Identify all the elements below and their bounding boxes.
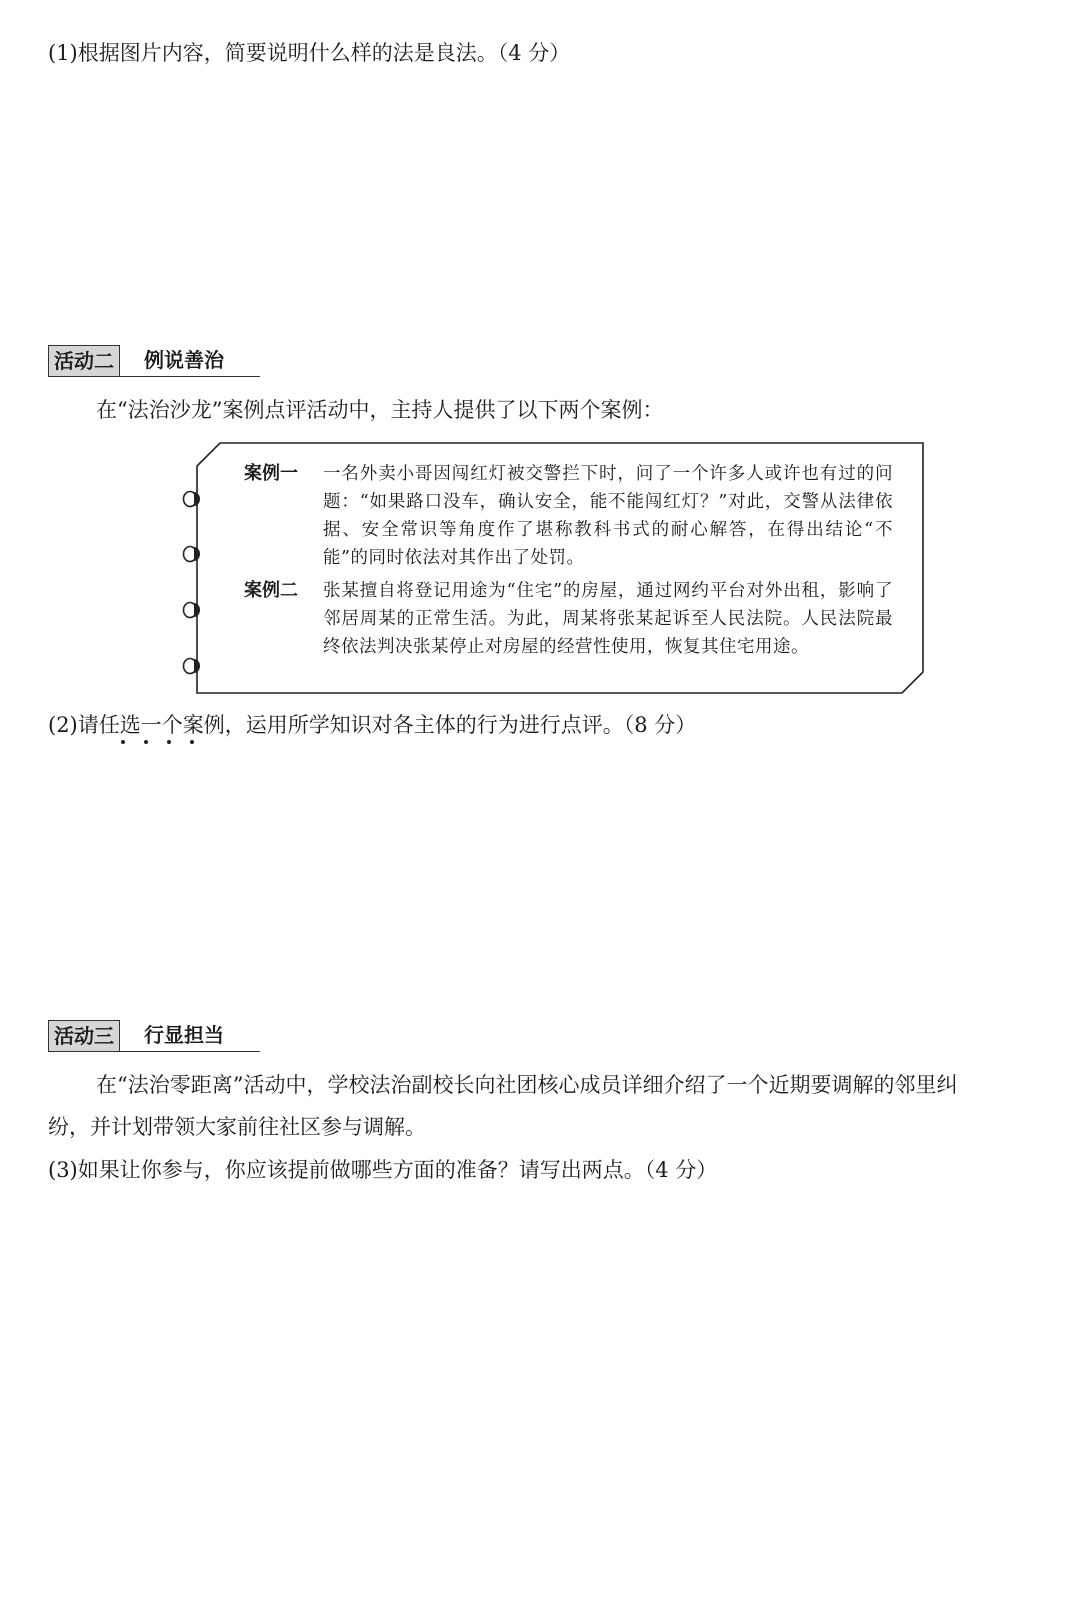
- activity-3-header: [48, 1020, 260, 1052]
- activity-2-title: 例说善治: [144, 348, 224, 372]
- question-1: (1)根据图片内容，简要说明什么样的法是良法。（4 分）: [48, 41, 571, 65]
- activity-2-intro: 在“法治沙龙”案例点评活动中，主持人提供了以下两个案例：: [96, 398, 664, 422]
- activity-2-header: [48, 345, 260, 377]
- binder-ring-icon: [182, 544, 202, 564]
- question-2: (2)请任选一个案例，运用所学知识对各主体的行为进行点评。（8 分）: [48, 713, 697, 737]
- activity-3-tag: 活动三: [48, 1020, 120, 1052]
- case-1-text: 一名外卖小哥因闯红灯被交警拦下时，问了一个许多人或许也有过的问题：“如果路口没车，确认安全，能不能闯红灯？”对此，交警从法律依据、安全常识等角度作了堪称教科书式的耐心解答，在得出结论“不能”的同时依法对其作出了处罚。: [323, 464, 893, 568]
- binder-ring-icon: [182, 600, 202, 620]
- activity-3-underline: [48, 1051, 260, 1052]
- case-card: [196, 442, 924, 694]
- activity-3-intro-line-1: 在“法治零距离”活动中，学校法治副校长向社团核心成员详细介绍了一个近期要调解的邻里纠: [96, 1073, 958, 1097]
- case-2-text: 张某擅自将登记用途为“住宅”的房屋，通过网约平台对外出租，影响了邻居周某的正常生活。为此，周某将张某起诉至人民法院。人民法院最终依法判决张某停止对房屋的经营性使用，恢复其住宅用途。: [323, 581, 893, 657]
- case-1-label: 案例一: [244, 463, 298, 484]
- question-3: (3)如果让你参与，你应该提前做哪些方面的准备？请写出两点。（4 分）: [48, 1158, 718, 1182]
- emphasis-dots: [118, 738, 208, 746]
- case-2-label: 案例二: [244, 580, 298, 601]
- activity-2-tag: 活动二: [48, 345, 120, 377]
- activity-3-intro-line-2: 纷，并计划带领大家前往社区参与调解。: [48, 1115, 426, 1139]
- activity-2-underline: [48, 376, 260, 377]
- binder-ring-icon: [182, 489, 202, 509]
- binder-ring-icon: [182, 656, 202, 676]
- activity-3-title: 行显担当: [144, 1023, 224, 1047]
